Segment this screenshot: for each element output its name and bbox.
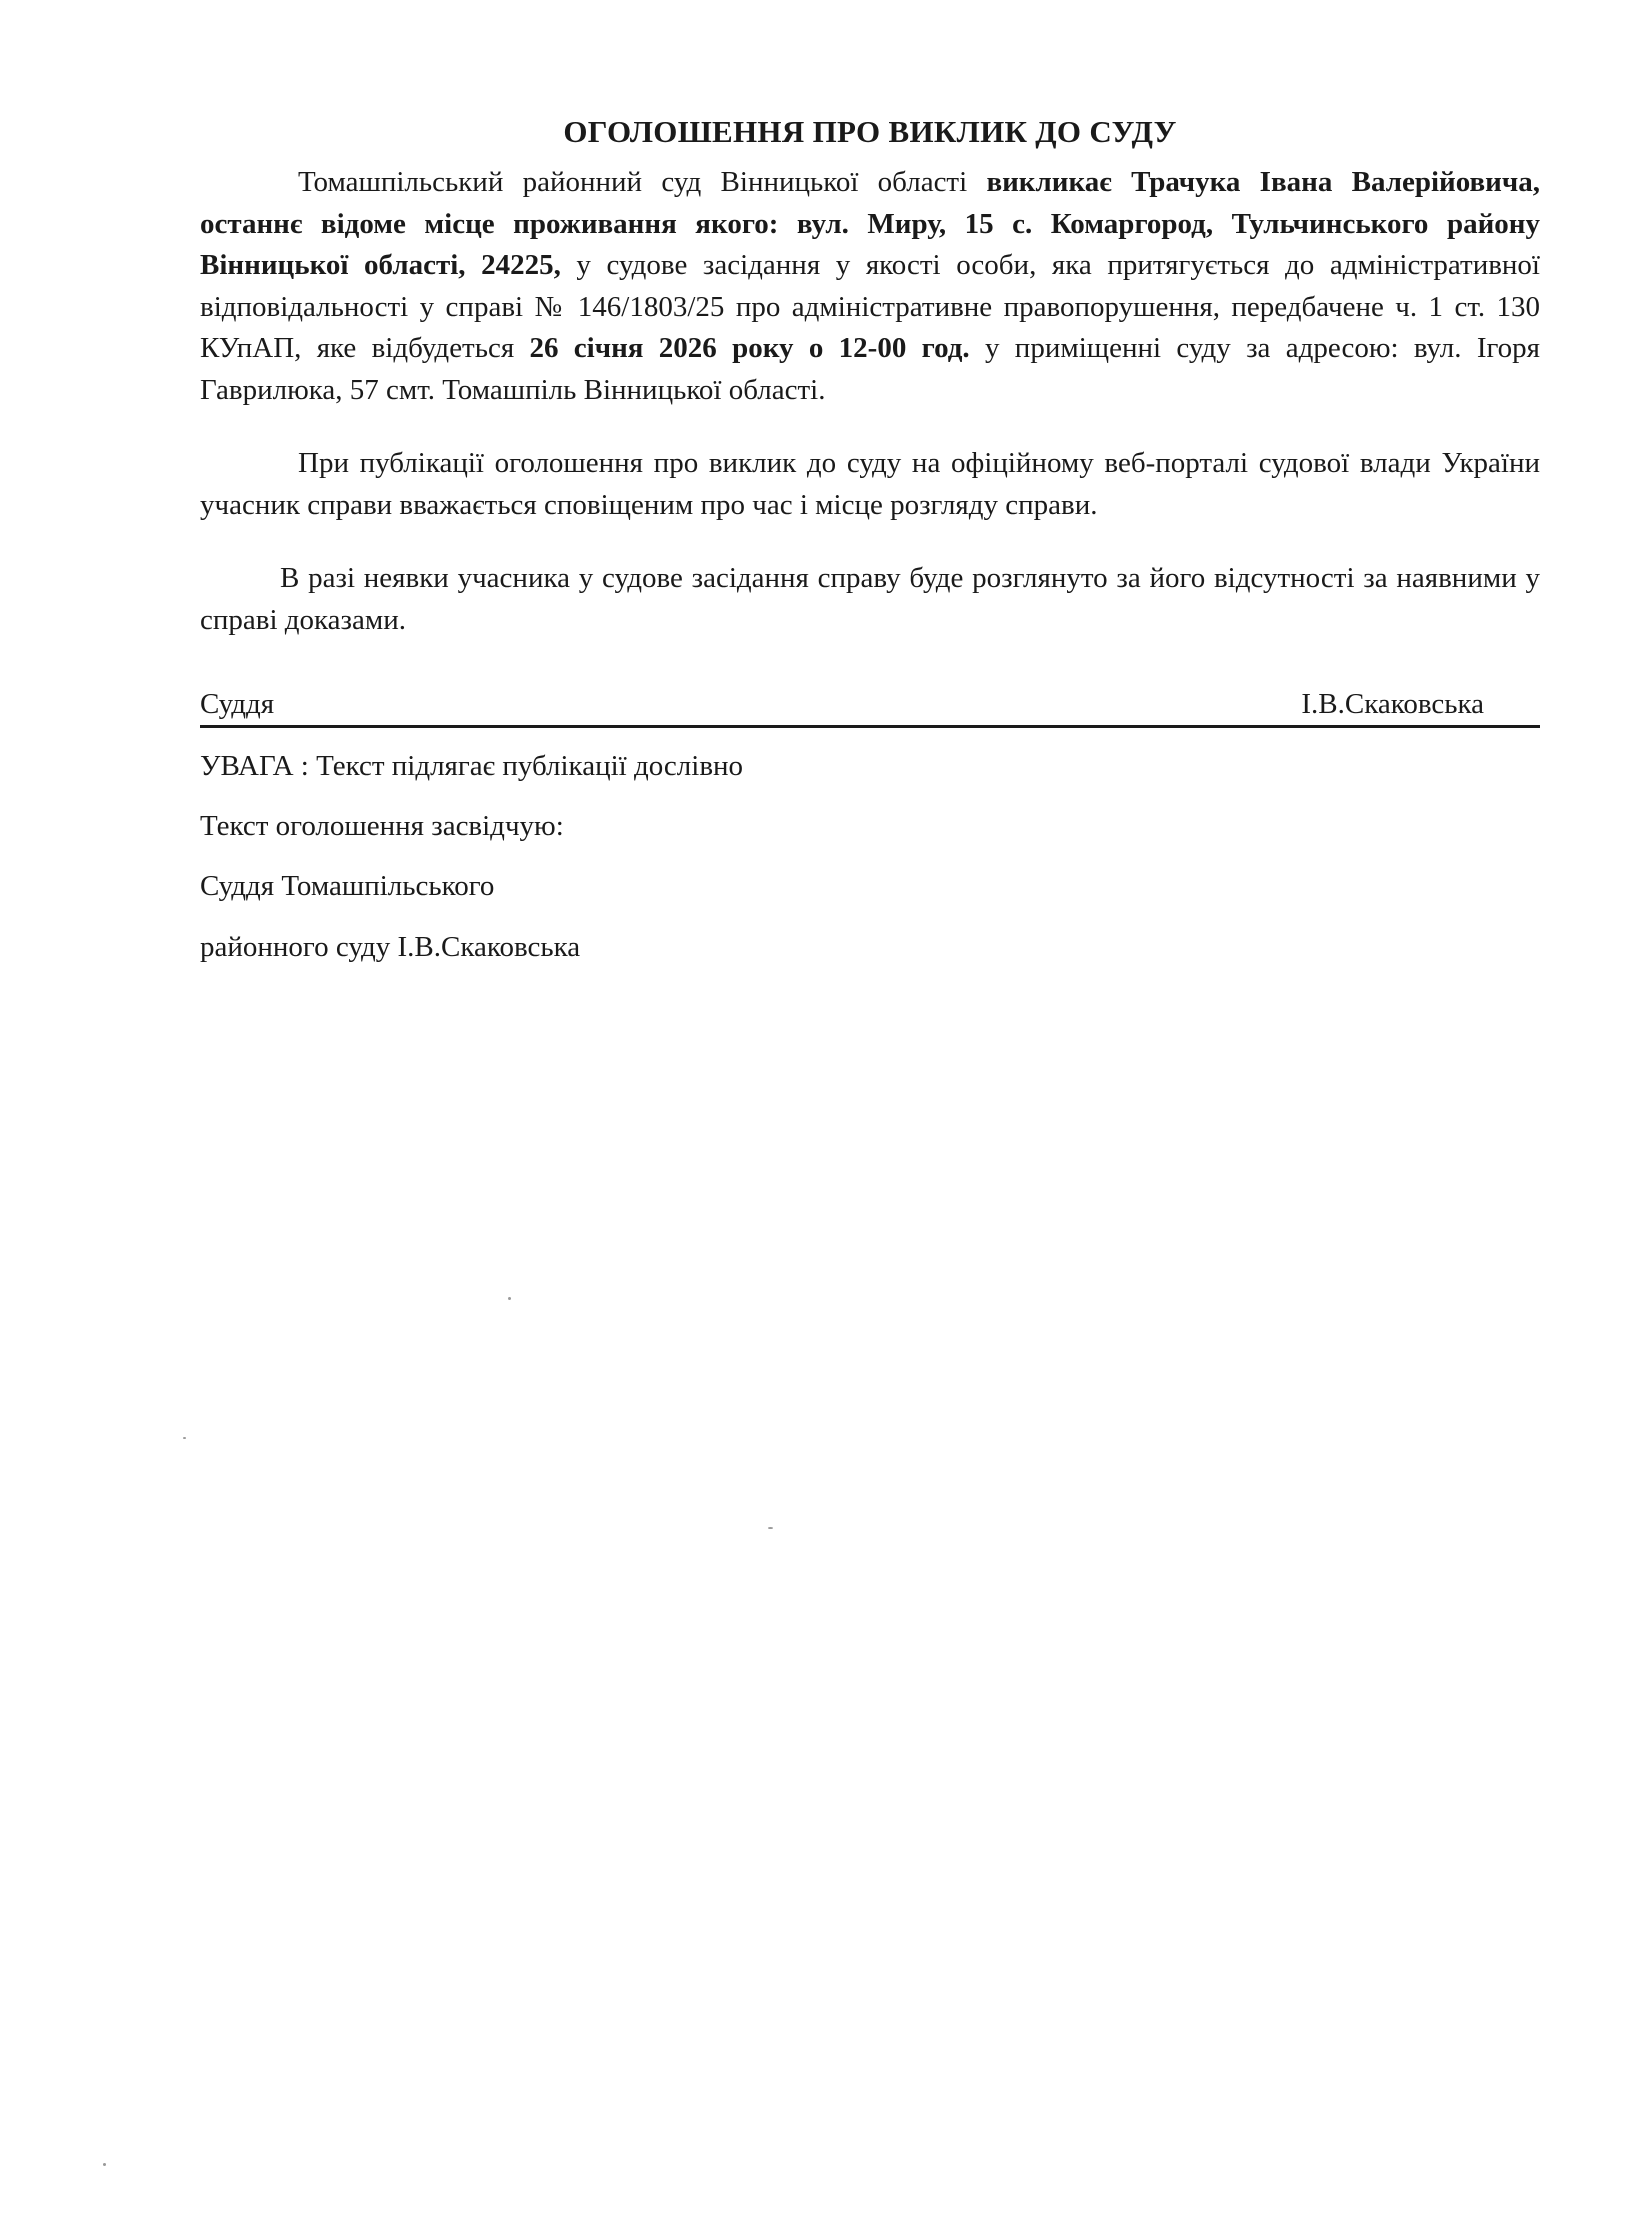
document-title: ОГОЛОШЕННЯ ПРО ВИКЛИК ДО СУДУ: [563, 114, 1177, 149]
hearing-datetime-text: 26 січня 2026 року о 12-00 год.: [529, 332, 970, 364]
summons-paragraph: [200, 162, 1540, 411]
announcement-page: [200, 112, 1540, 965]
scan-speck: [103, 2163, 106, 2166]
publication-notice-paragraph: При публікації оголошення про виклик до суду на офіційному веб-порталі судової влади України учасник справи вважається сповіщеним про час і місце розгляду справи.: [200, 447, 1540, 521]
court-address-text: у приміщенні суду за адресою: вул. Ігоря Гаврилюка, 57 смт. Томашпіль Вінницької області.: [200, 332, 1540, 406]
certifying-judge-line1: Суддя Томашпільського: [200, 870, 495, 902]
certification-label: Текст оголошення засвідчую:: [200, 810, 564, 842]
signature-line: [200, 686, 1540, 728]
summoned-person-text: викликає Трачука Івана Валерійовича, останнє відоме місце проживання якого: вул. Миру, 15 с. Комаргород, Тульчинського району Вінницької області, 24225,: [200, 166, 1540, 281]
absence-notice-paragraph: В разі неявки учасника у судове засідання справу буде розглянуто за його відсутності за наявними у справі доказами.: [200, 562, 1540, 636]
scan-speck: [768, 1527, 773, 1529]
scan-speck: [183, 1437, 186, 1439]
court-intro-text: Томашпільський районний суд Вінницької області: [298, 166, 987, 198]
certifying-judge-line2: районного суду І.В.Скаковська: [200, 931, 581, 963]
case-details-text: у судове засідання у якості особи, яка притягується до адміністративної відповідальності у справі № 146/1803/25 про адміністративне правопорушення, передбачене ч. 1 ст. 130 КУпАП, яке відбудеться: [200, 249, 1540, 364]
scan-speck: [508, 1297, 511, 1300]
signature-name: І.В.Скаковська: [1301, 688, 1484, 720]
signature-role: Суддя: [200, 688, 275, 720]
publication-warning: УВАГА : Текст підлягає публікації дослівно: [200, 750, 744, 782]
